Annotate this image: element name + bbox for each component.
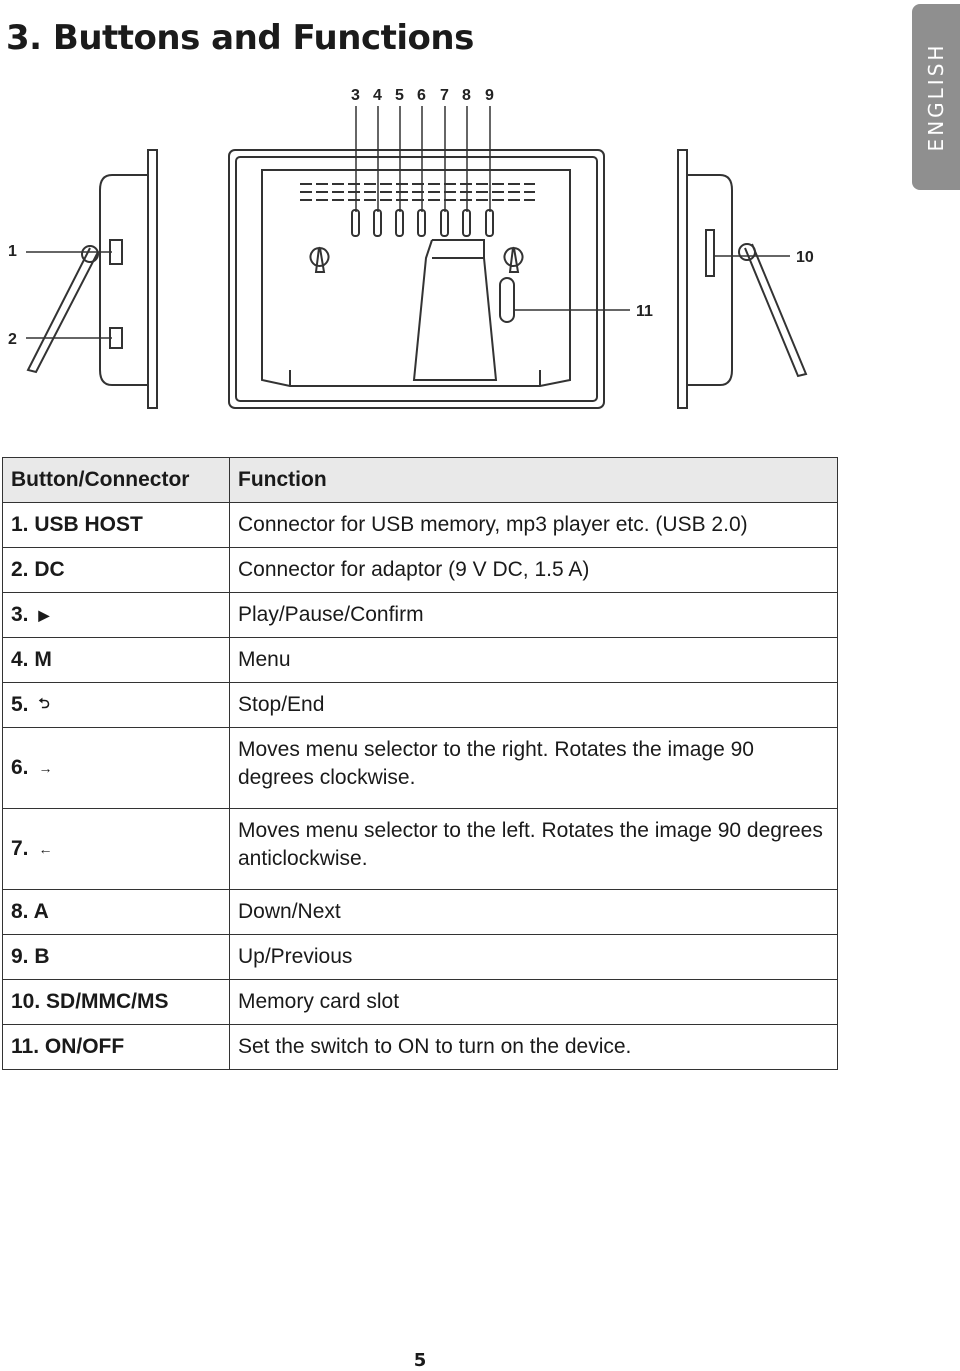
callout-5: 5 — [395, 87, 404, 104]
button-connector-cell — [3, 935, 230, 980]
button-connector-cell — [3, 809, 230, 890]
callout-10: 10 — [796, 249, 814, 266]
button-connector-cell — [3, 890, 230, 935]
button-connector-cell — [3, 638, 230, 683]
table-row — [3, 809, 838, 890]
button-symbol-icon: ← — [38, 841, 53, 858]
page-number: 5 — [413, 1350, 427, 1371]
button-connector-label: 3. — [11, 603, 29, 626]
button-connector-cell — [3, 683, 230, 728]
callout-4: 4 — [373, 87, 382, 104]
function-cell: Connector for USB memory, mp3 player etc. (USB 2.0) — [230, 503, 838, 548]
table-row — [3, 593, 838, 638]
button-connector-label: 5. — [11, 692, 29, 716]
function-cell: Moves menu selector to the left. Rotates the image 90 degrees anticlockwise. — [230, 809, 838, 890]
callout-8: 8 — [462, 87, 471, 104]
table-row — [3, 548, 838, 593]
right-side-view — [678, 150, 806, 408]
button-connector-cell — [3, 503, 230, 548]
function-cell: Menu — [230, 638, 838, 683]
button-connector-label: 8. A — [11, 900, 49, 923]
memory-card-slot — [706, 230, 714, 276]
language-tab-label: ENGLISH — [924, 42, 948, 152]
left-side-view — [28, 150, 157, 408]
function-cell: Moves menu selector to the right. Rotates the image 90 degrees clockwise. — [230, 728, 838, 809]
button-connector-cell — [3, 728, 230, 809]
button-connector-label: 2. DC — [11, 558, 65, 581]
functions-table — [2, 457, 838, 1070]
button-symbol-icon: → — [38, 760, 53, 777]
button-connector-cell — [3, 1025, 230, 1070]
page-title: 3. Buttons and Functions — [6, 18, 474, 58]
function-cell: Memory card slot — [230, 980, 838, 1025]
callout-7: 7 — [440, 87, 449, 104]
back-view — [229, 150, 604, 408]
button-connector-cell — [3, 548, 230, 593]
callout-6: 6 — [417, 87, 426, 104]
language-tab — [912, 4, 960, 190]
function-cell: Up/Previous — [230, 935, 838, 980]
callout-11: 11 — [636, 303, 653, 320]
button-connector-cell — [3, 980, 230, 1025]
callout-3: 3 — [351, 87, 360, 104]
button-connector-cell — [3, 593, 230, 638]
on-off-switch — [500, 278, 514, 322]
function-cell: Connector for adaptor (9 V DC, 1.5 A) — [230, 548, 838, 593]
function-cell: Set the switch to ON to turn on the device. — [230, 1025, 838, 1070]
button-symbol-icon: ▶ — [38, 606, 50, 623]
button-connector-label: 10. SD/MMC/MS — [11, 990, 169, 1013]
table-row — [3, 1025, 838, 1070]
header-button-connector: Button/Connector — [3, 458, 230, 503]
function-cell: Play/Pause/Confirm — [230, 593, 838, 638]
header-function: Function — [230, 458, 838, 503]
table-row — [3, 980, 838, 1025]
table-header-row — [3, 458, 838, 503]
table-row — [3, 935, 838, 980]
callout-2: 2 — [8, 331, 17, 348]
button-connector-label: 6. — [11, 755, 29, 779]
table-row — [3, 728, 838, 809]
button-row — [352, 210, 493, 236]
device-diagram — [0, 80, 840, 420]
button-connector-label: 7. — [11, 836, 29, 860]
button-connector-label: 11. ON/OFF — [11, 1035, 125, 1058]
table-row — [3, 503, 838, 548]
callout-9: 9 — [485, 87, 494, 104]
button-symbol-icon: ⮌ — [38, 695, 50, 712]
button-connector-label: 9. B — [11, 945, 50, 968]
function-cell: Stop/End — [230, 683, 838, 728]
button-connector-label: 1. USB HOST — [11, 513, 143, 536]
table-row — [3, 683, 838, 728]
function-cell: Down/Next — [230, 890, 838, 935]
table-row — [3, 638, 838, 683]
callout-1: 1 — [8, 243, 17, 260]
button-connector-label: 4. M — [11, 648, 52, 671]
table-row — [3, 890, 838, 935]
